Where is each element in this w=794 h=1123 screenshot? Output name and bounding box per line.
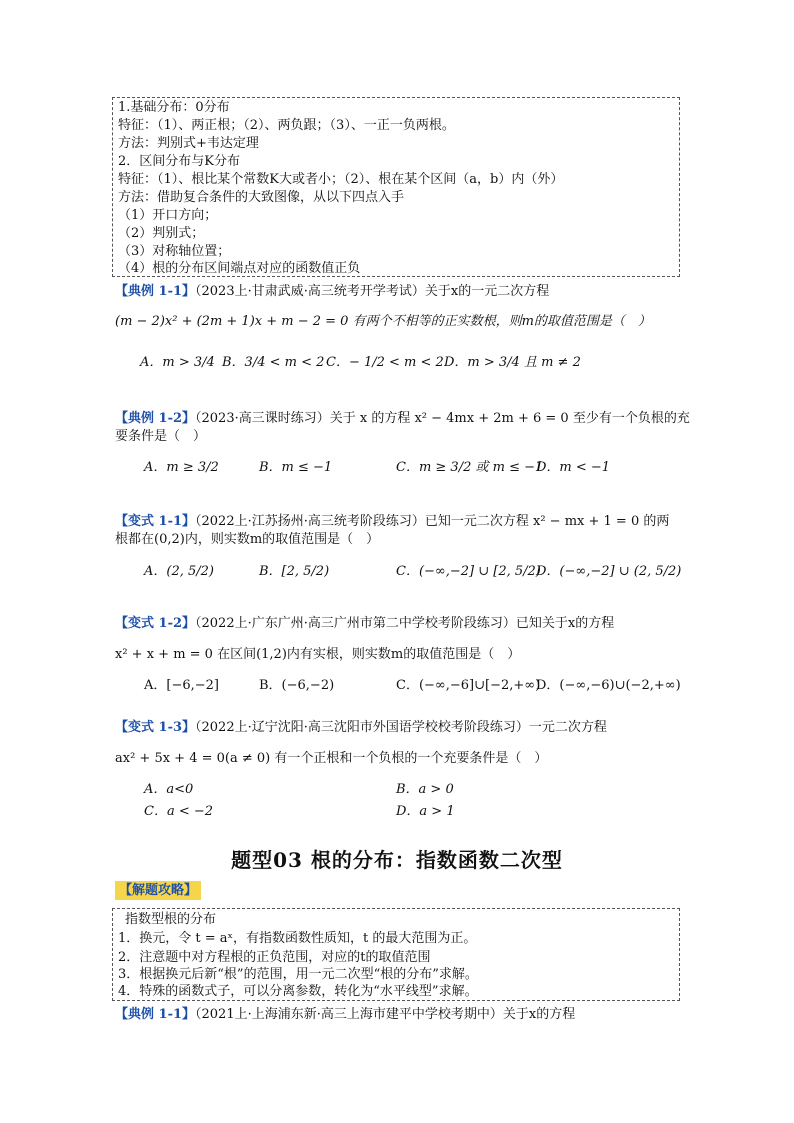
question-4-option-d: D．(−∞,−6)∪(−2,+∞): [536, 678, 681, 693]
question-3-option-d: D．(−∞,−2] ∪ (2, 5/2): [536, 564, 682, 579]
question-3-stem: 根都在(0,2)内，则实数m的取值范围是（ ）: [115, 532, 380, 547]
box1-line-4: 2．区间分布与K分布: [118, 154, 240, 169]
question-1-option-a: A．m > 3/4: [140, 355, 215, 370]
question-5-option-c: C．a < −2: [144, 804, 214, 819]
box2-line-2: 1．换元，令 t = aˣ，有指数函数性质知，t 的最大范围为正。: [118, 931, 477, 946]
question-1-stem: (m − 2)x² + (2m + 1)x + m − 2 = 0 有两个不相等的正实数根，则m的取值范围是（ ）: [115, 314, 651, 329]
question-5-source: [115, 719, 607, 736]
question-4-option-a: A．[−6,−2]: [144, 678, 219, 693]
question-1-option-d: D．m > 3/4 且 m ≠ 2: [444, 355, 581, 370]
question-6-source: [115, 1006, 575, 1023]
box1-line-6: 方法：借助复合条件的大致图像，从以下四点入手: [118, 190, 405, 205]
question-5-stem: ax² + 5x + 4 = 0(a ≠ 0) 有一个正根和一个负根的一个充要条件是（ ）: [115, 751, 548, 766]
box2-line-4: 3．根据换元后新“根”的范围，用一元二次型“根的分布”求解。: [118, 967, 478, 982]
box1-line-10: （4）根的分布区间端点对应的函数值正负: [118, 261, 361, 276]
box1-line-7: （1）开口方向；: [118, 208, 218, 223]
question-2-option-d: D．m < −1: [536, 460, 611, 475]
question-6-source-text: （2021上·上海浦东新·高三上海市建平中学校考期中）关于x的方程: [195, 1007, 576, 1022]
box2-line-3: 2．注意题中对方程根的正负范围，对应的t的取值范围: [118, 950, 431, 965]
question-5-option-d: D．a > 1: [396, 804, 455, 819]
question-3-source: [115, 513, 669, 530]
question-2-source: [115, 410, 690, 427]
box1-line-8: （2）判别式；: [118, 226, 205, 241]
question-1-option-c: C．− 1/2 < m < 2: [326, 355, 444, 370]
question-3-option-b: B．[2, 5/2): [259, 564, 330, 579]
question-2-source-text: （2023·高三课时练习）关于 x 的方程 x² − 4mx + 2m + 6 = 0 至少有一个负根的充: [195, 411, 690, 426]
question-5-tag: 【变式 1-3】: [115, 720, 196, 735]
question-2-option-c: C．m ≥ 3/2 或 m ≤ −1: [396, 460, 544, 475]
box1-line-9: （3）对称轴位置；: [118, 244, 231, 259]
question-3-source-text: （2022上·江苏扬州·高三统考阶段练习）已知一元二次方程 x² − mx + 1 = 0 的两: [195, 514, 670, 529]
question-4-option-c: C．(−∞,−6]∪[−2,+∞): [396, 678, 541, 693]
solution-strategy-label: 【解题攻略】: [115, 881, 201, 900]
question-5-option-a: A．a<0: [144, 782, 194, 797]
box2-line-5: 4．特殊的函数式子，可以分离参数，转化为“水平线型”求解。: [118, 984, 478, 999]
question-3-option-a: A．(2, 5/2): [144, 564, 214, 579]
question-4-source-text: （2022上·广东广州·高三广州市第二中学校考阶段练习）已知关于x的方程: [195, 616, 615, 631]
question-1-tag: 【典例 1-1】: [115, 284, 196, 299]
question-5-option-b: B．a > 0: [396, 782, 454, 797]
question-1-source-text: （2023上·甘肃武威·高三统考开学考试）关于x的一元二次方程: [195, 284, 550, 299]
question-4-source: [115, 615, 614, 632]
box1-line-3: 方法：判别式+韦达定理: [118, 136, 259, 151]
question-3-tag: 【变式 1-1】: [115, 514, 196, 529]
question-2-tag: 【典例 1-2】: [115, 411, 196, 426]
question-4-stem: x² + x + m = 0 在区间(1,2)内有实根，则实数m的取值范围是（ ）: [115, 647, 521, 662]
question-5-source-text: （2022上·辽宁沈阳·高三沈阳市外国语学校校考阶段练习）一元二次方程: [195, 720, 607, 735]
question-4-option-b: B．(−6,−2): [259, 678, 335, 693]
question-2-option-b: B．m ≤ −1: [259, 460, 333, 475]
question-2-stem: 要条件是（ ）: [115, 429, 207, 444]
question-1-source: [115, 283, 549, 300]
question-2-option-a: A．m ≥ 3/2: [144, 460, 219, 475]
box1-line-1: 1.基础分布：0分布: [118, 100, 230, 115]
question-4-tag: 【变式 1-2】: [115, 616, 196, 631]
box1-line-2: 特征：（1）、两正根；（2）、两负跟；（3）、一正一负两根。: [118, 118, 455, 133]
box2-line-1: 指数型根的分布: [125, 912, 217, 927]
question-6-tag: 【典例 1-1】: [115, 1007, 196, 1022]
question-3-option-c: C．(−∞,−2] ∪ [2, 5/2): [396, 564, 541, 579]
box1-line-5: 特征：（1）、根比某个常数K大或者小；（2）、根在某个区间（a，b）内（外）: [118, 172, 564, 187]
question-1-option-b: B．3/4 < m < 2: [222, 355, 325, 370]
section-heading: 题型03 根的分布：指数函数二次型: [231, 848, 563, 872]
